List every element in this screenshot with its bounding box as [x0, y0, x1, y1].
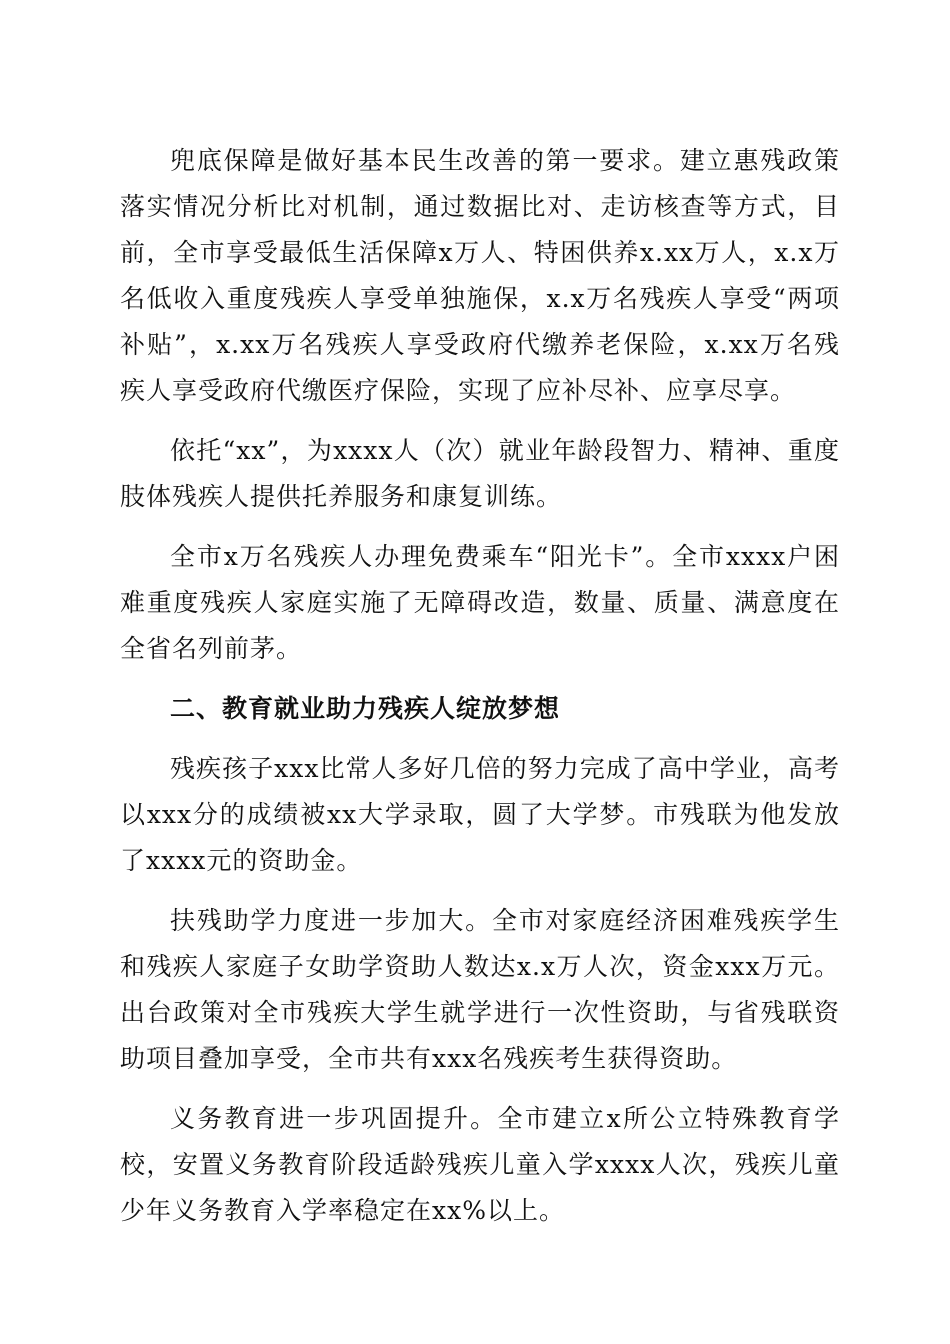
section-heading-education: 二、教育就业助力残疾人绽放梦想 — [170, 694, 561, 723]
paragraph-care-services: 依托“xx”，为xxxx人（次）就业年龄段智力、精神、重度肢体残疾人提供托养服务和康复训练。 — [120, 436, 840, 511]
paragraph-student-story: 残疾孩子xxx比常人多好几倍的努力完成了高中学业，高考以xxx分的成绩被xx大学录取，圆了大学梦。市残联为他发放了xxxx元的资助金。 — [120, 754, 840, 875]
document-page — [120, 138, 840, 1248]
paragraph-education-aid: 扶残助学力度进一步加大。全市对家庭经济困难残疾学生和残疾人家庭子女助学资助人数达x.x万人次，资金xxx万元。出台政策对全市残疾大学生就学进行一次性资助，与省残联资助项目叠加享受，全市共有xxx名残疾考生获得资助。 — [120, 906, 840, 1073]
paragraph-compulsory-education: 义务教育进一步巩固提升。全市建立x所公立特殊教育学校，安置义务教育阶段适龄残疾儿童入学xxxx人次，残疾儿童少年义务教育入学率稳定在xx%以上。 — [120, 1104, 840, 1225]
paragraph-sunshine-card: 全市x万名残疾人办理免费乘车“阳光卡”。全市xxxx户困难重度残疾人家庭实施了无障碍改造，数量、质量、满意度在全省名列前茅。 — [120, 542, 840, 663]
paragraph-social-security: 兜底保障是做好基本民生改善的第一要求。建立惠残政策落实情况分析比对机制，通过数据比对、走访核查等方式，目前，全市享受最低生活保障x万人、特困供养x.xx万人，x.x万名低收入重度残疾人享受单独施保，x.x万名残疾人享受“两项补贴”，x.xx万名残疾人享受政府代缴养老保险，x.xx万名残疾人享受政府代缴医疗保险，实现了应补尽补、应享尽享。 — [120, 146, 840, 405]
